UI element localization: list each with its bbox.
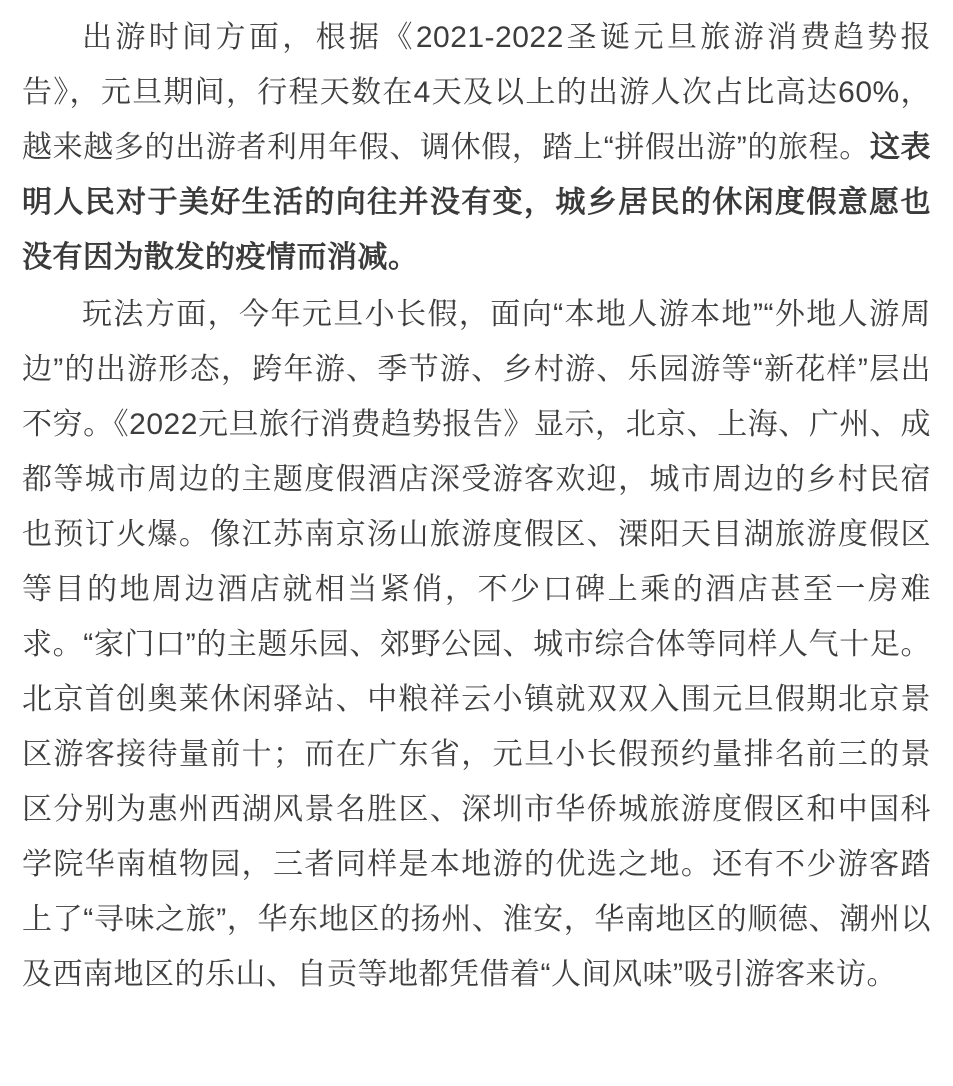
article-body: [22, 10, 931, 1002]
paragraph-1: [22, 10, 931, 285]
paragraph-2-run-normal: 玩法方面，今年元旦小长假，面向“本地人游本地”“外地人游周边”的出游形态，跨年游、季节游、乡村游、乐园游等“新花样”层出不穷。《2022元旦旅行消费趋势报告》显示，北京、上海、广州、成都等城市周边的主题度假酒店深受游客欢迎，城市周边的乡村民宿也预订火爆。像江苏南京汤山旅游度假区、溧阳天目湖旅游度假区等目的地周边酒店就相当紧俏，不少口碑上乘的酒店甚至一房难求。“家门口”的主题乐园、郊野公园、城市综合体等同样人气十足。北京首创奥莱休闲驿站、中粮祥云小镇就双双入围元旦假期北京景区游客接待量前十；而在广东省，元旦小长假预约量排名前三的景区分别为惠州西湖风景名胜区、深圳市华侨城旅游度假区和中国科学院华南植物园，三者同样是本地游的优选之地。还有不少游客踏上了“寻味之旅”，华东地区的扬州、淮安，华南地区的顺德、潮州以及西南地区的乐山、自贡等地都凭借着“人间风味”吸引游客来访。: [22, 298, 931, 991]
paragraph-1-run-bold: 这表明人民对于美好生活的向往并没有变，城乡居民的休闲度假意愿也没有因为散发的疫情而消减。: [22, 131, 932, 274]
paragraph-1-run-normal: 出游时间方面，根据《2021-2022圣诞元旦旅游消费趋势报告》，元旦期间，行程天数在4天及以上的出游人次占比高达60%，越来越多的出游者利用年假、调休假，踏上“拼假出游”的旅程。: [22, 21, 931, 164]
paragraph-2: [22, 287, 931, 1002]
